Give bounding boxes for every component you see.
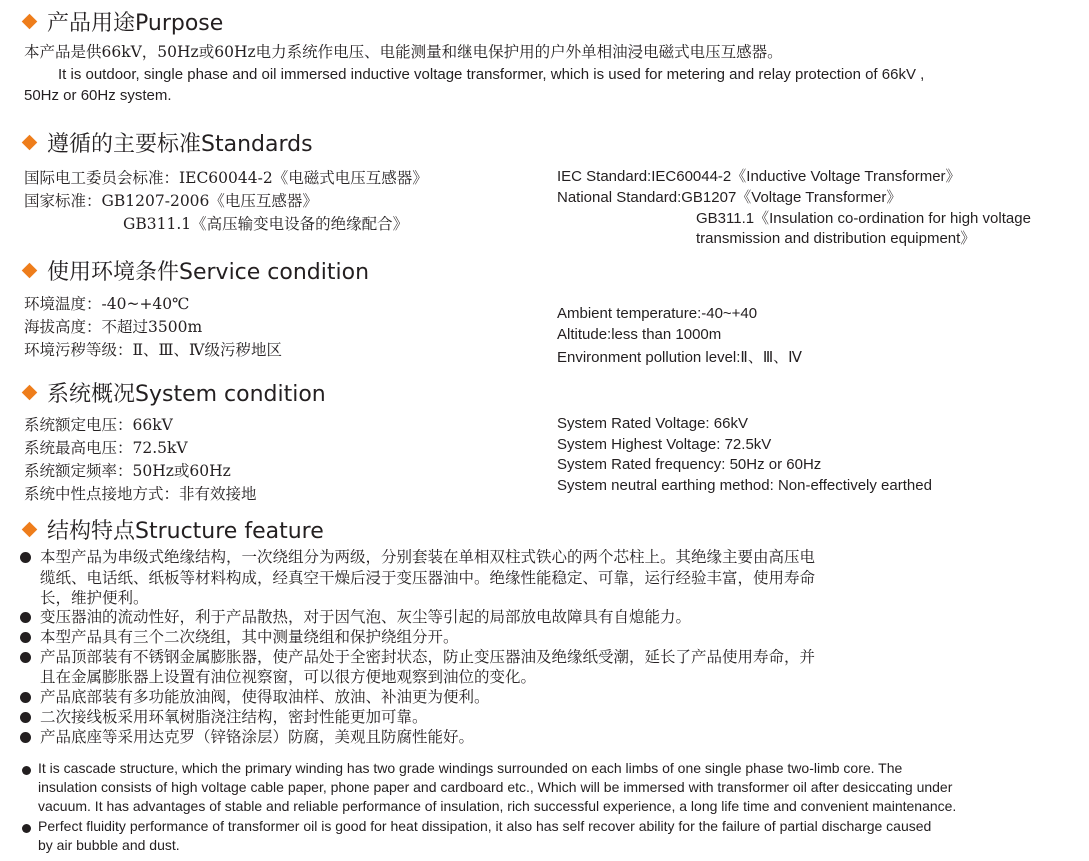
bullet-icon (20, 632, 31, 643)
structure-cn-4b: 且在金属膨胀器上设置有油位视察窗，可以很方便地观察到油位的变化。 (40, 668, 537, 686)
structure-en-1a: It is cascade structure, which the primary winding has two grade windings surrounded on each limbs of one single phase two-limb core. The (38, 760, 903, 776)
purpose-cn: 本产品是供66kV，50Hz或60Hz电力系统作电压、电能测量和继电保护用的户外单相油浸电磁式电压互感器。 (24, 43, 783, 61)
structure-en-1b: insulation consists of high voltage cable paper, phone paper and cardboard etc., Which will be immersed with transformer oil after desiccating under (38, 779, 953, 795)
system-cn-4: 系统中性点接地方式：非有效接地 (24, 485, 257, 503)
system-heading (20, 377, 326, 408)
service-cn-1: 环境温度：-40~+40℃ (24, 295, 190, 313)
system-en-2: System Highest Voltage: 72.5kV (557, 436, 772, 453)
structure-heading-text: 结构特点Structure feature (47, 519, 324, 544)
structure-cn-1b: 缆纸、电话纸、纸板等材料构成，经真空干燥后浸于变压器油中。绝缘性能稳定、可靠，运行经验丰富，使用寿命 (40, 569, 816, 587)
diamond-bullet-icon (22, 135, 38, 151)
structure-cn-1c: 长，维护便利。 (40, 589, 149, 607)
structure-cn-6: 二次接线板采用环氧树脂浇注结构，密封性能更加可靠。 (40, 708, 428, 726)
diamond-bullet-icon (22, 385, 38, 401)
standards-heading (20, 127, 313, 158)
service-en-3: Environment pollution level:Ⅱ、Ⅲ、Ⅳ (557, 349, 803, 366)
system-cn-2: 系统最高电压：72.5kV (24, 439, 188, 457)
diamond-bullet-icon (22, 14, 38, 30)
purpose-en-2: 50Hz or 60Hz system. (24, 87, 172, 104)
standards-en-3: GB311.1《Insulation co-ordination for high voltage (696, 210, 1031, 227)
structure-en-2b: by air bubble and dust. (38, 837, 180, 853)
service-heading (20, 255, 369, 286)
diamond-bullet-icon (22, 522, 38, 538)
bullet-icon (20, 712, 31, 723)
system-heading-text: 系统概况System condition (47, 382, 326, 407)
diamond-bullet-icon (22, 263, 38, 279)
structure-cn-3: 本型产品具有三个二次绕组，其中测量绕组和保护绕组分开。 (40, 628, 459, 646)
service-cn-2: 海拔高度：不超过3500m (24, 318, 203, 336)
system-en-3: System Rated frequency: 50Hz or 60Hz (557, 456, 822, 473)
service-en-1: Ambient temperature:-40~+40 (557, 305, 758, 322)
structure-cn-4a: 产品顶部装有不锈钢金属膨胀器，使产品处于全密封状态，防止变压器油及绝缘纸受潮，延长了产品使用寿命，并 (40, 648, 816, 666)
bullet-icon (20, 552, 31, 563)
standards-en-4: transmission and distribution equipment》 (696, 230, 976, 247)
structure-cn-1a: 本型产品为串级式绝缘结构，一次绕组分为两级，分别套装在单相双柱式铁心的两个芯柱上。其绝缘主要由高压电 (40, 548, 816, 566)
standards-heading-text: 遵循的主要标准Standards (47, 132, 313, 157)
bullet-icon (22, 766, 31, 775)
standards-en-2: National Standard:GB1207《Voltage Transformer》 (557, 189, 902, 206)
structure-cn-2: 变压器油的流动性好，利于产品散热，对于因气泡、灰尘等引起的局部放电故障具有自熄能力。 (40, 608, 692, 626)
structure-heading (20, 514, 324, 545)
bullet-icon (20, 732, 31, 743)
system-cn-1: 系统额定电压：66kV (24, 416, 173, 434)
service-cn-3: 环境污秽等级：Ⅱ、Ⅲ、Ⅳ级污秽地区 (24, 341, 282, 359)
structure-en-1c: vacuum. It has advantages of stable and reliable performance of insulation, rich successful experience, a long life time and convenient maintenance. (38, 798, 957, 814)
purpose-en-1: It is outdoor, single phase and oil immersed inductive voltage transformer, which is used for metering and relay protection of 66kV , (58, 66, 925, 83)
purpose-heading-text: 产品用途Purpose (47, 11, 224, 36)
standards-en-1: IEC Standard:IEC60044-2《Inductive Voltage Transformer》 (557, 168, 961, 185)
system-en-1: System Rated Voltage: 66kV (557, 415, 748, 432)
standards-cn-2: 国家标准：GB1207-2006《电压互感器》 (24, 192, 318, 210)
standards-cn-1: 国际电工委员会标准：IEC60044-2《电磁式电压互感器》 (24, 169, 428, 187)
service-en-2: Altitude:less than 1000m (557, 326, 722, 343)
structure-en-2a: Perfect fluidity performance of transformer oil is good for heat dissipation, it also has self recover ability for the failure of partial discharge caused (38, 818, 932, 834)
system-en-4: System neutral earthing method: Non-effectively earthed (557, 477, 932, 494)
structure-cn-7: 产品底座等采用达克罗（锌铬涂层）防腐，美观且防腐性能好。 (40, 728, 475, 746)
bullet-icon (22, 824, 31, 833)
bullet-icon (20, 692, 31, 703)
purpose-heading (20, 6, 223, 37)
bullet-icon (20, 612, 31, 623)
service-heading-text: 使用环境条件Service condition (47, 260, 370, 285)
system-cn-3: 系统额定频率：50Hz或60Hz (24, 462, 231, 480)
standards-cn-3: GB311.1《高压输变电设备的绝缘配合》 (123, 215, 409, 233)
structure-cn-5: 产品底部装有多功能放油阀，使得取油样、放油、补油更为便利。 (40, 688, 490, 706)
bullet-icon (20, 652, 31, 663)
